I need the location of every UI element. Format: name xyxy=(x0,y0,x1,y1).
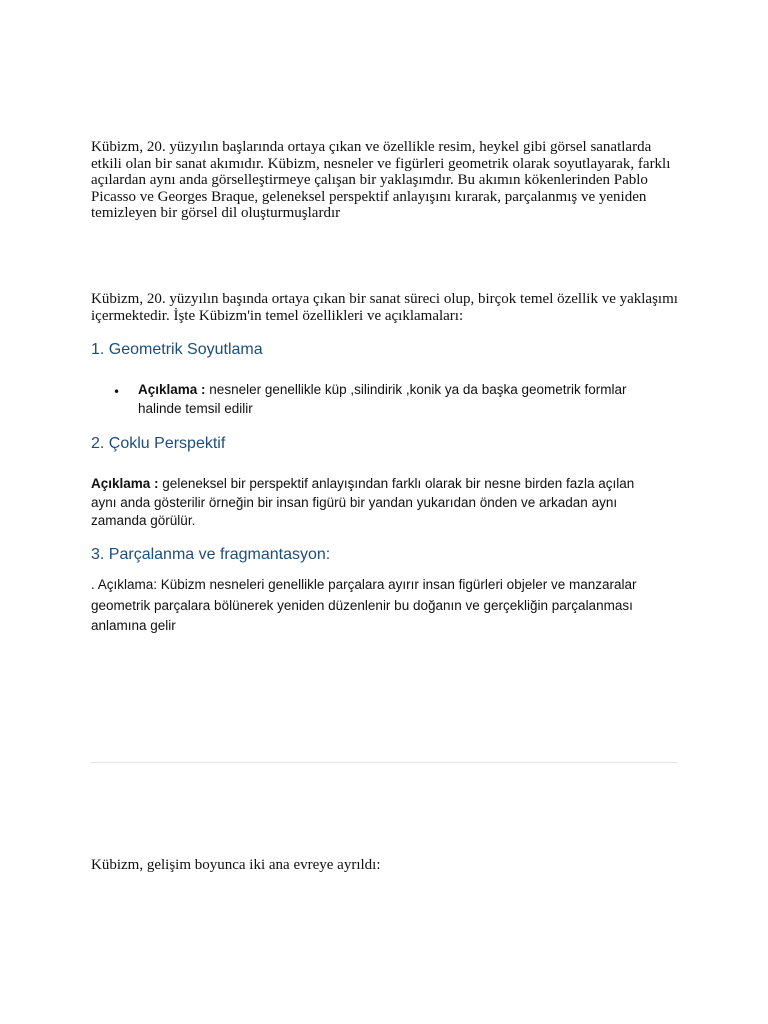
section-heading-fragmentation: 3. Parçalanma ve fragmantasyon: xyxy=(91,546,331,563)
section-1-description xyxy=(138,381,658,418)
section-1-text: nesneler genellikle küp ,silindirik ,konik ya da başka geometrik formlar halinde temsil edilir xyxy=(138,382,627,416)
section-3-description: . Açıklama: Kübizm nesneleri genellikle parçalara ayırır insan figürleri objeler ve manzaralar geometrik parçalara bölünerek yeniden düzenlenir bu doğanın ve gerçekliğin parçalanması anlamına gelir xyxy=(91,577,637,633)
features-intro-paragraph: Kübizm, 20. yüzyılın başında ortaya çıkan bir sanat süreci olup, birçok temel özellik ve yaklaşımı içermektedir. İşte Kübizm'in temel özellikleri ve açıklamaları: xyxy=(91,291,678,324)
section-1-label: Açıklama : xyxy=(138,382,206,397)
section-2-description xyxy=(91,475,636,531)
section-heading-geometric-abstraction: 1. Geometrik Soyutlama xyxy=(91,341,263,358)
section-2-text: geleneksel bir perspektif anlayışından farklı olarak bir nesne birden fazla açılan aynı anda gösterilir örneğin bir insan figürü bir yandan yukarıdan önden ve arkadan aynı zamanda görülür. xyxy=(91,476,635,528)
phases-intro-paragraph: Kübizm, gelişim boyunca iki ana evreye ayrıldı: xyxy=(91,857,381,873)
section-2-label: Açıklama : xyxy=(91,476,159,491)
bullet-icon: • xyxy=(113,385,121,399)
page-divider xyxy=(90,762,678,763)
section-heading-multiple-perspective: 2. Çoklu Perspektif xyxy=(91,435,226,452)
intro-paragraph: Kübizm, 20. yüzyılın başlarında ortaya çıkan ve özellikle resim, heykel gibi görsel sanatlarda etkili olan bir sanat akımıdır. Kübizm, nesneler ve figürleri geometrik olarak soyutlayarak, farklı açılardan aynı anda görselleştirmeye çalışan bir yaklaşımdır. Bu akımın kökenlerinden Pablo Picasso ve Georges Braque, geleneksel perspektif anlayışını kırarak, parçalanmış ve yeniden temizleyen bir görsel dil oluşturmuşlardır xyxy=(91,139,671,221)
